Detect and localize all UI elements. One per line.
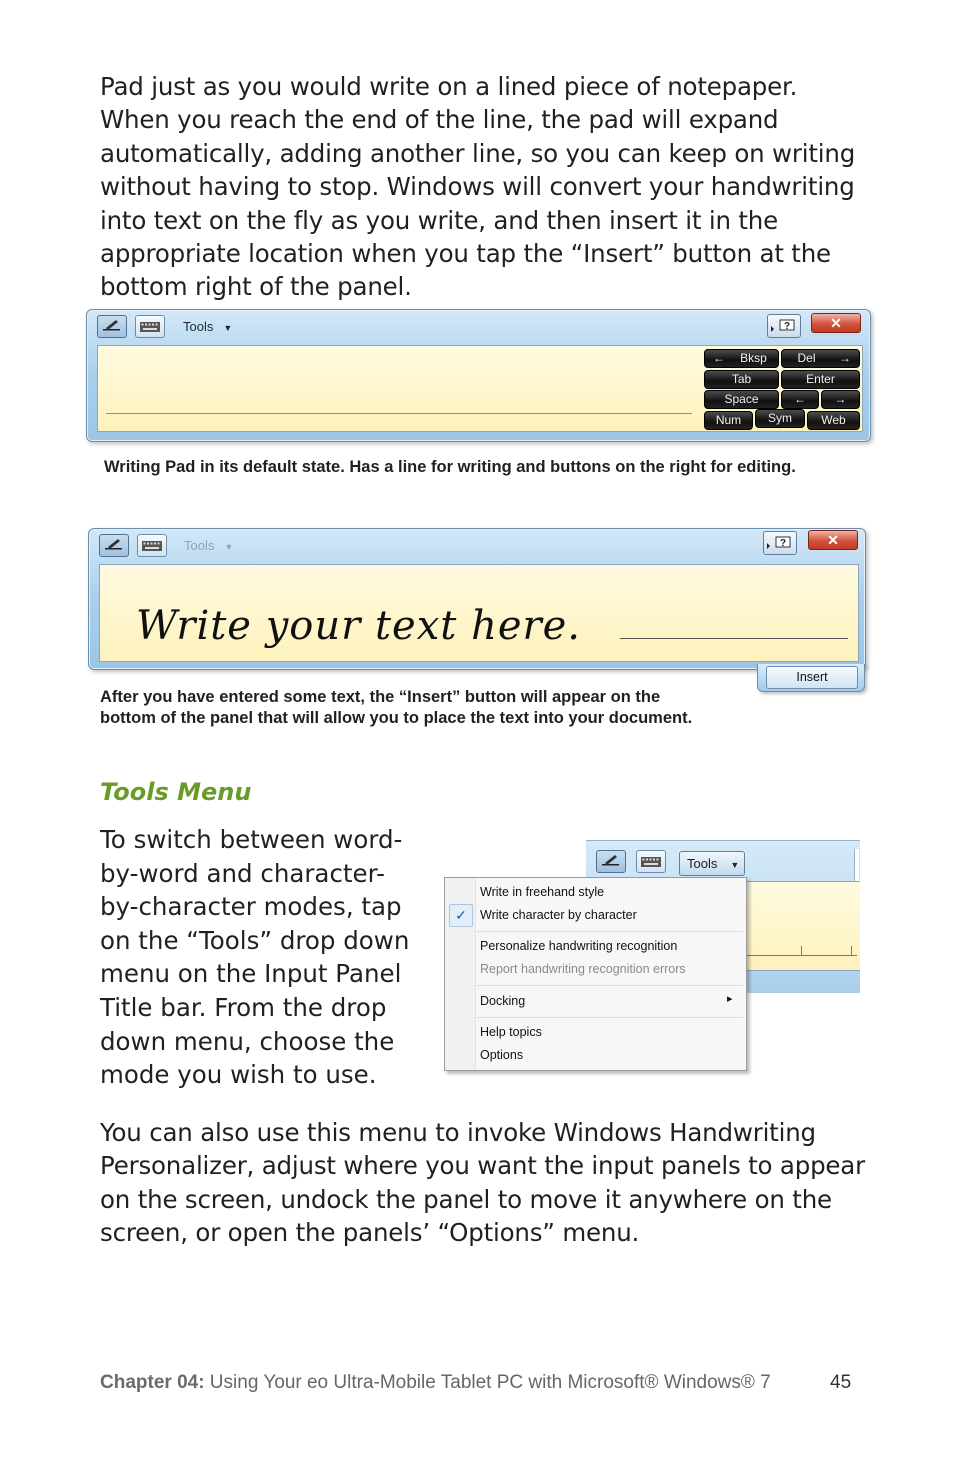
tools-menu-button[interactable]	[184, 538, 233, 553]
tools-dropdown-menu	[444, 877, 747, 1071]
intro-paragraph: Pad just as you would write on a lined piece of notepaper. When you reach the end of the line, the pad will expand automatically, adding another line, so you can keep on writing without having to stop. Windows will convert your handwriting into text on the fly as you write, and then insert it in the appropriate location when you tap the “Insert” button at the bottom right of the panel.	[100, 72, 856, 302]
menu-item-report: Report handwriting recognition errors	[480, 962, 686, 976]
tools-paragraph	[100, 823, 430, 1092]
num-key[interactable]: Num	[704, 411, 753, 430]
chevron-down-icon: ▼	[730, 860, 740, 870]
close-button[interactable]: ✕	[808, 530, 858, 550]
keyboard-icon[interactable]	[137, 534, 167, 557]
help-icon	[768, 315, 800, 337]
menu-item-options[interactable]: Options	[480, 1048, 524, 1062]
tab-key[interactable]: Tab	[704, 370, 779, 389]
help-dock-button[interactable]	[767, 314, 801, 338]
paragraph-line: by-character modes, tap	[100, 892, 402, 922]
enter-key[interactable]: Enter	[781, 370, 860, 389]
check-icon: ✓	[449, 904, 473, 927]
tools-label: Tools	[687, 856, 718, 871]
paragraph-line: mode you wish to use.	[100, 1060, 377, 1090]
close-button[interactable]: ✕	[811, 313, 861, 333]
menu-item-character[interactable]: Write character by character	[480, 908, 637, 922]
writing-area[interactable]	[99, 564, 859, 662]
cursor-right-key[interactable]: →	[821, 390, 860, 409]
page-footer	[100, 1372, 771, 1394]
paragraph-line: To switch between word-	[100, 825, 403, 854]
insert-tab	[757, 664, 865, 692]
paragraph-line: menu on the Input Panel	[100, 959, 402, 989]
writing-area[interactable]	[97, 345, 863, 432]
backspace-key[interactable]: ← Bksp	[704, 349, 779, 368]
writing-pad-icon[interactable]	[596, 850, 626, 873]
writing-line	[106, 413, 692, 414]
writing-pad-with-text	[88, 528, 866, 670]
paragraph-line: down menu, choose the	[100, 1026, 395, 1056]
chapter-title: Using Your eo Ultra-Mobile Tablet PC with Microsoft® Windows® 7	[204, 1372, 771, 1393]
menu-item-personalize[interactable]: Personalize handwriting recognition	[480, 939, 678, 953]
tools-label: Tools	[184, 538, 215, 553]
chapter-label: Chapter 04:	[100, 1372, 205, 1393]
svg-text:?: ?	[784, 321, 791, 332]
keyboard-icon[interactable]	[135, 315, 165, 338]
chevron-down-icon: ▼	[224, 542, 234, 552]
submenu-arrow-icon: ▸	[727, 993, 733, 1005]
writing-pad-icon[interactable]	[99, 534, 129, 557]
insert-button[interactable]: Insert	[766, 666, 858, 689]
svg-text:?: ?	[780, 538, 787, 549]
menu-item-freehand[interactable]: Write in freehand style	[480, 885, 605, 899]
writing-pad-default	[86, 309, 871, 442]
space-key[interactable]: Space	[704, 390, 779, 409]
section-heading: Tools Menu	[100, 778, 252, 806]
keyboard-icon[interactable]	[636, 850, 666, 873]
paragraph-line: by-word and character-	[100, 858, 385, 888]
paragraph-line: on the “Tools” drop down	[100, 925, 410, 955]
menu-item-help[interactable]: Help topics	[480, 1025, 542, 1039]
chevron-down-icon: ▼	[223, 323, 233, 333]
cursor-left-key[interactable]: ←	[781, 390, 819, 409]
editing-keys	[702, 347, 862, 431]
menu-item-docking[interactable]: Docking	[480, 994, 526, 1008]
panel2-caption-line2: bottom of the panel that will allow you to place the text into your document.	[100, 709, 693, 727]
help-icon	[764, 532, 796, 554]
paragraph-line: Title bar. From the drop	[100, 992, 387, 1022]
help-dock-button[interactable]	[763, 531, 797, 555]
left-arrow-icon: ←	[713, 351, 725, 365]
writing-line	[620, 638, 848, 639]
writing-pad-icon[interactable]	[97, 315, 127, 338]
sym-key[interactable]: Sym	[755, 409, 805, 428]
web-key[interactable]: Web	[807, 411, 860, 430]
panel1-caption: Writing Pad in its default state. Has a line for writing and buttons on the right for editing.	[104, 458, 796, 476]
handwritten-text: Write your text here.	[136, 603, 582, 649]
tools-label: Tools	[183, 319, 214, 334]
tools-menu-button-open[interactable]	[679, 851, 745, 876]
tools-menu-button[interactable]	[183, 319, 232, 334]
delete-key[interactable]: Del →	[781, 349, 860, 368]
panel2-caption-line1: After you have entered some text, the “Insert” button will appear on the	[100, 688, 661, 706]
closing-paragraph: You can also use this menu to invoke Windows Handwriting Personalizer, adjust where you want the input panels to appear on the screen, undock the panel to move it anywhere on the screen, or open the panels’ “Options” menu.	[100, 1118, 865, 1248]
page-number: 45	[830, 1372, 852, 1393]
right-arrow-icon: →	[839, 351, 851, 365]
